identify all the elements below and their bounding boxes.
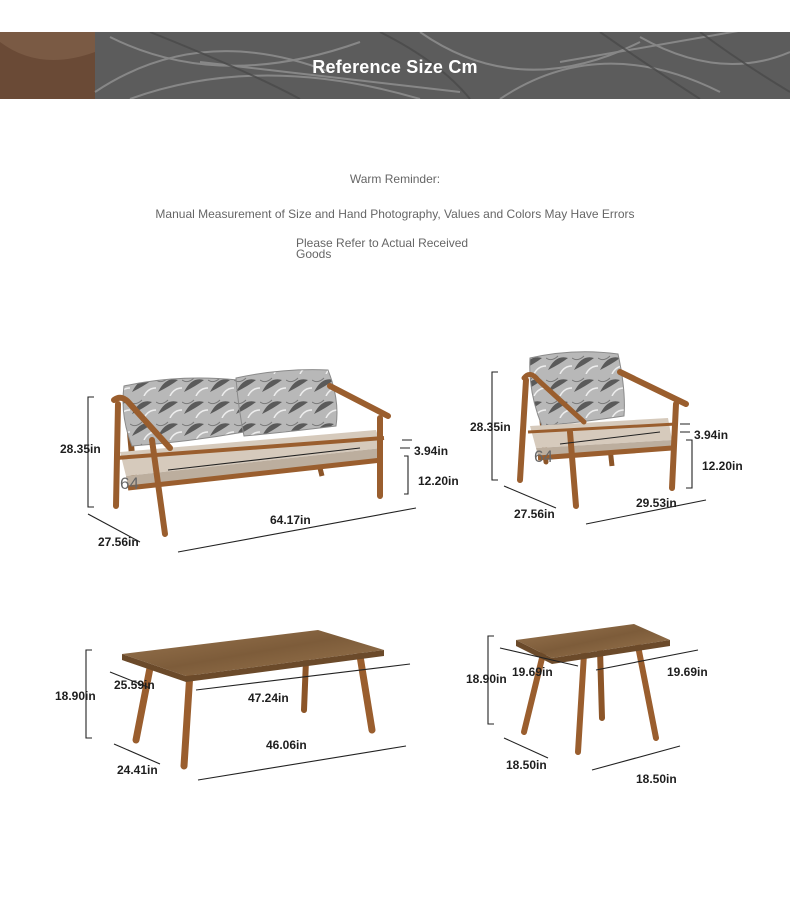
sofa-cushion-label: 3.94in: [414, 444, 449, 458]
sofa: [60, 370, 459, 552]
side-table-height-label: 18.90in: [466, 672, 507, 686]
coffee-table-height-label: 18.90in: [55, 689, 96, 703]
sofa-seat-number: 64: [120, 474, 139, 493]
coffee-table-leg-depth-label: 24.41in: [117, 763, 158, 777]
sofa-height-label: 28.35in: [60, 442, 101, 456]
armchair-cushion-label: 3.94in: [694, 428, 729, 442]
coffee-table-top-depth-label: 25.59in: [114, 678, 155, 692]
armchair-seat-height-label: 12.20in: [702, 459, 743, 473]
side-table: [466, 624, 708, 786]
banner-title: Reference Size Cm: [312, 57, 478, 77]
armchair: [470, 352, 743, 524]
pillow-right: [236, 370, 337, 436]
side-table-top-width-label: 19.69in: [667, 665, 708, 679]
reminder-title: Warm Reminder:: [349, 172, 441, 186]
armchair-width-label: 29.53in: [636, 496, 677, 510]
sofa-depth-label: 27.56in: [98, 535, 139, 549]
coffee-table-top-width-label: 47.24in: [248, 691, 289, 705]
armchair-seat-number: 64: [534, 447, 553, 466]
side-table-leg-width-label: 18.50in: [636, 772, 677, 786]
armchair-depth-label: 27.56in: [514, 507, 555, 521]
side-table-top-depth-label: 19.69in: [512, 665, 553, 679]
coffee-table: [55, 630, 410, 780]
reminder-line: Manual Measurement of Size and Hand Photography, Values and Colors May Have Errors: [155, 207, 635, 221]
sofa-seat-height-label: 12.20in: [418, 474, 459, 488]
armchair-height-label: 28.35in: [470, 420, 511, 434]
reminder-note: Please Refer to Actual Received Goods: [296, 236, 469, 261]
sofa-width-label: 64.17in: [270, 513, 311, 527]
coffee-table-leg-width-label: 46.06in: [266, 738, 307, 752]
side-table-leg-depth-label: 18.50in: [506, 758, 547, 772]
